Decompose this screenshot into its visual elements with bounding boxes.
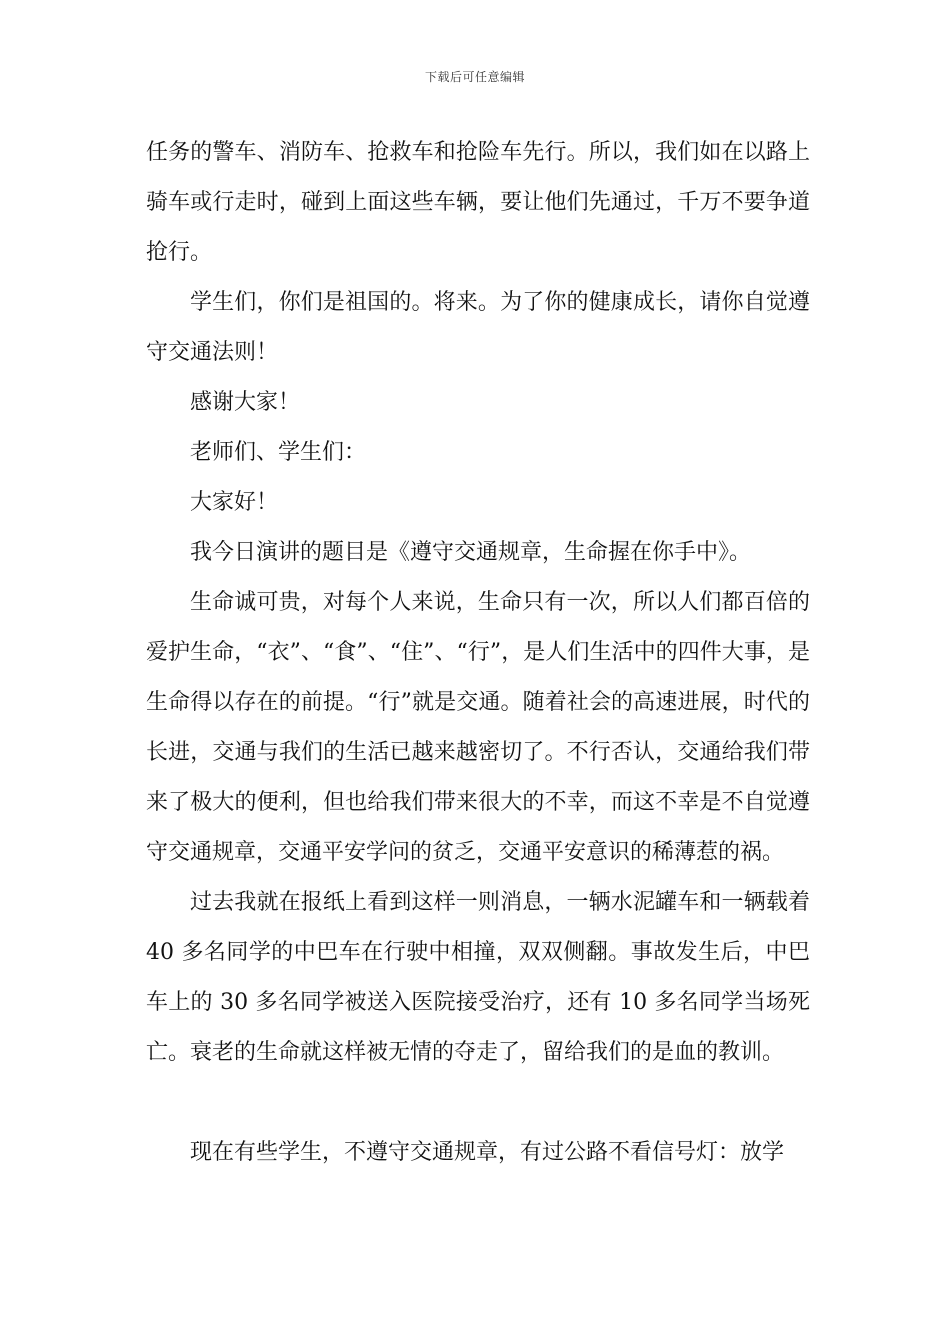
paragraph-emergency-vehicles: 任务的警车、消防车、抢救车和抢险车先行。所以，我们如在以路上骑车或行走时，碰到上面这些车辆，要让他们先通过，千万不要争道抢行。 <box>146 140 810 265</box>
blank-line <box>146 1078 810 1128</box>
paragraph-news-accident: 过去我就在报纸上看到这样一则消息，一辆水泥罐车和一辆载着 40 多名同学的中巴车在行驶中相撞，双双侧翻。事故发生后，中巴车上的 30 多名同学被送入医院接受治疗，还有 10 多名同学当场死亡。衰老的生命就这样被无情的夺走了，留给我们的是血的教训。 <box>146 890 810 1065</box>
paragraph-life-precious: 生命诚可贵，对每个人来说，生命只有一次，所以人们都百倍的爱护生命，“衣”、“食”、“住”、“行”，是人们生活中的四件大事，是生命得以存在的前提。“行”就是交通。随着社会的高速进展，时代的长进，交通与我们的生活已越来越密切了。不行否认，交通给我们带来了极大的便利，但也给我们带来很大的不幸，而这不幸是不自觉遵守交通规章，交通平安学问的贫乏，交通平安意识的稀薄惹的祸。 <box>146 590 810 865</box>
paragraph-greeting: 大家好！ <box>190 490 279 515</box>
page-header: 下载后可任意编辑 <box>424 70 525 84</box>
paragraph-salutation: 老师们、学生们： <box>190 440 367 465</box>
paragraph-thanks: 感谢大家！ <box>190 390 301 415</box>
paragraph-speech-title: 我今日演讲的题目是《遵守交通规章，生命握在你手中》。 <box>190 540 752 565</box>
document-body <box>146 128 810 1178</box>
paragraph-students-behavior: 现在有些学生，不遵守交通规章，有过公路不看信号灯：放学 <box>190 1140 785 1165</box>
paragraph-students-appeal: 学生们，你们是祖国的。将来。为了你的健康成长，请你自觉遵守交通法则！ <box>146 290 810 365</box>
